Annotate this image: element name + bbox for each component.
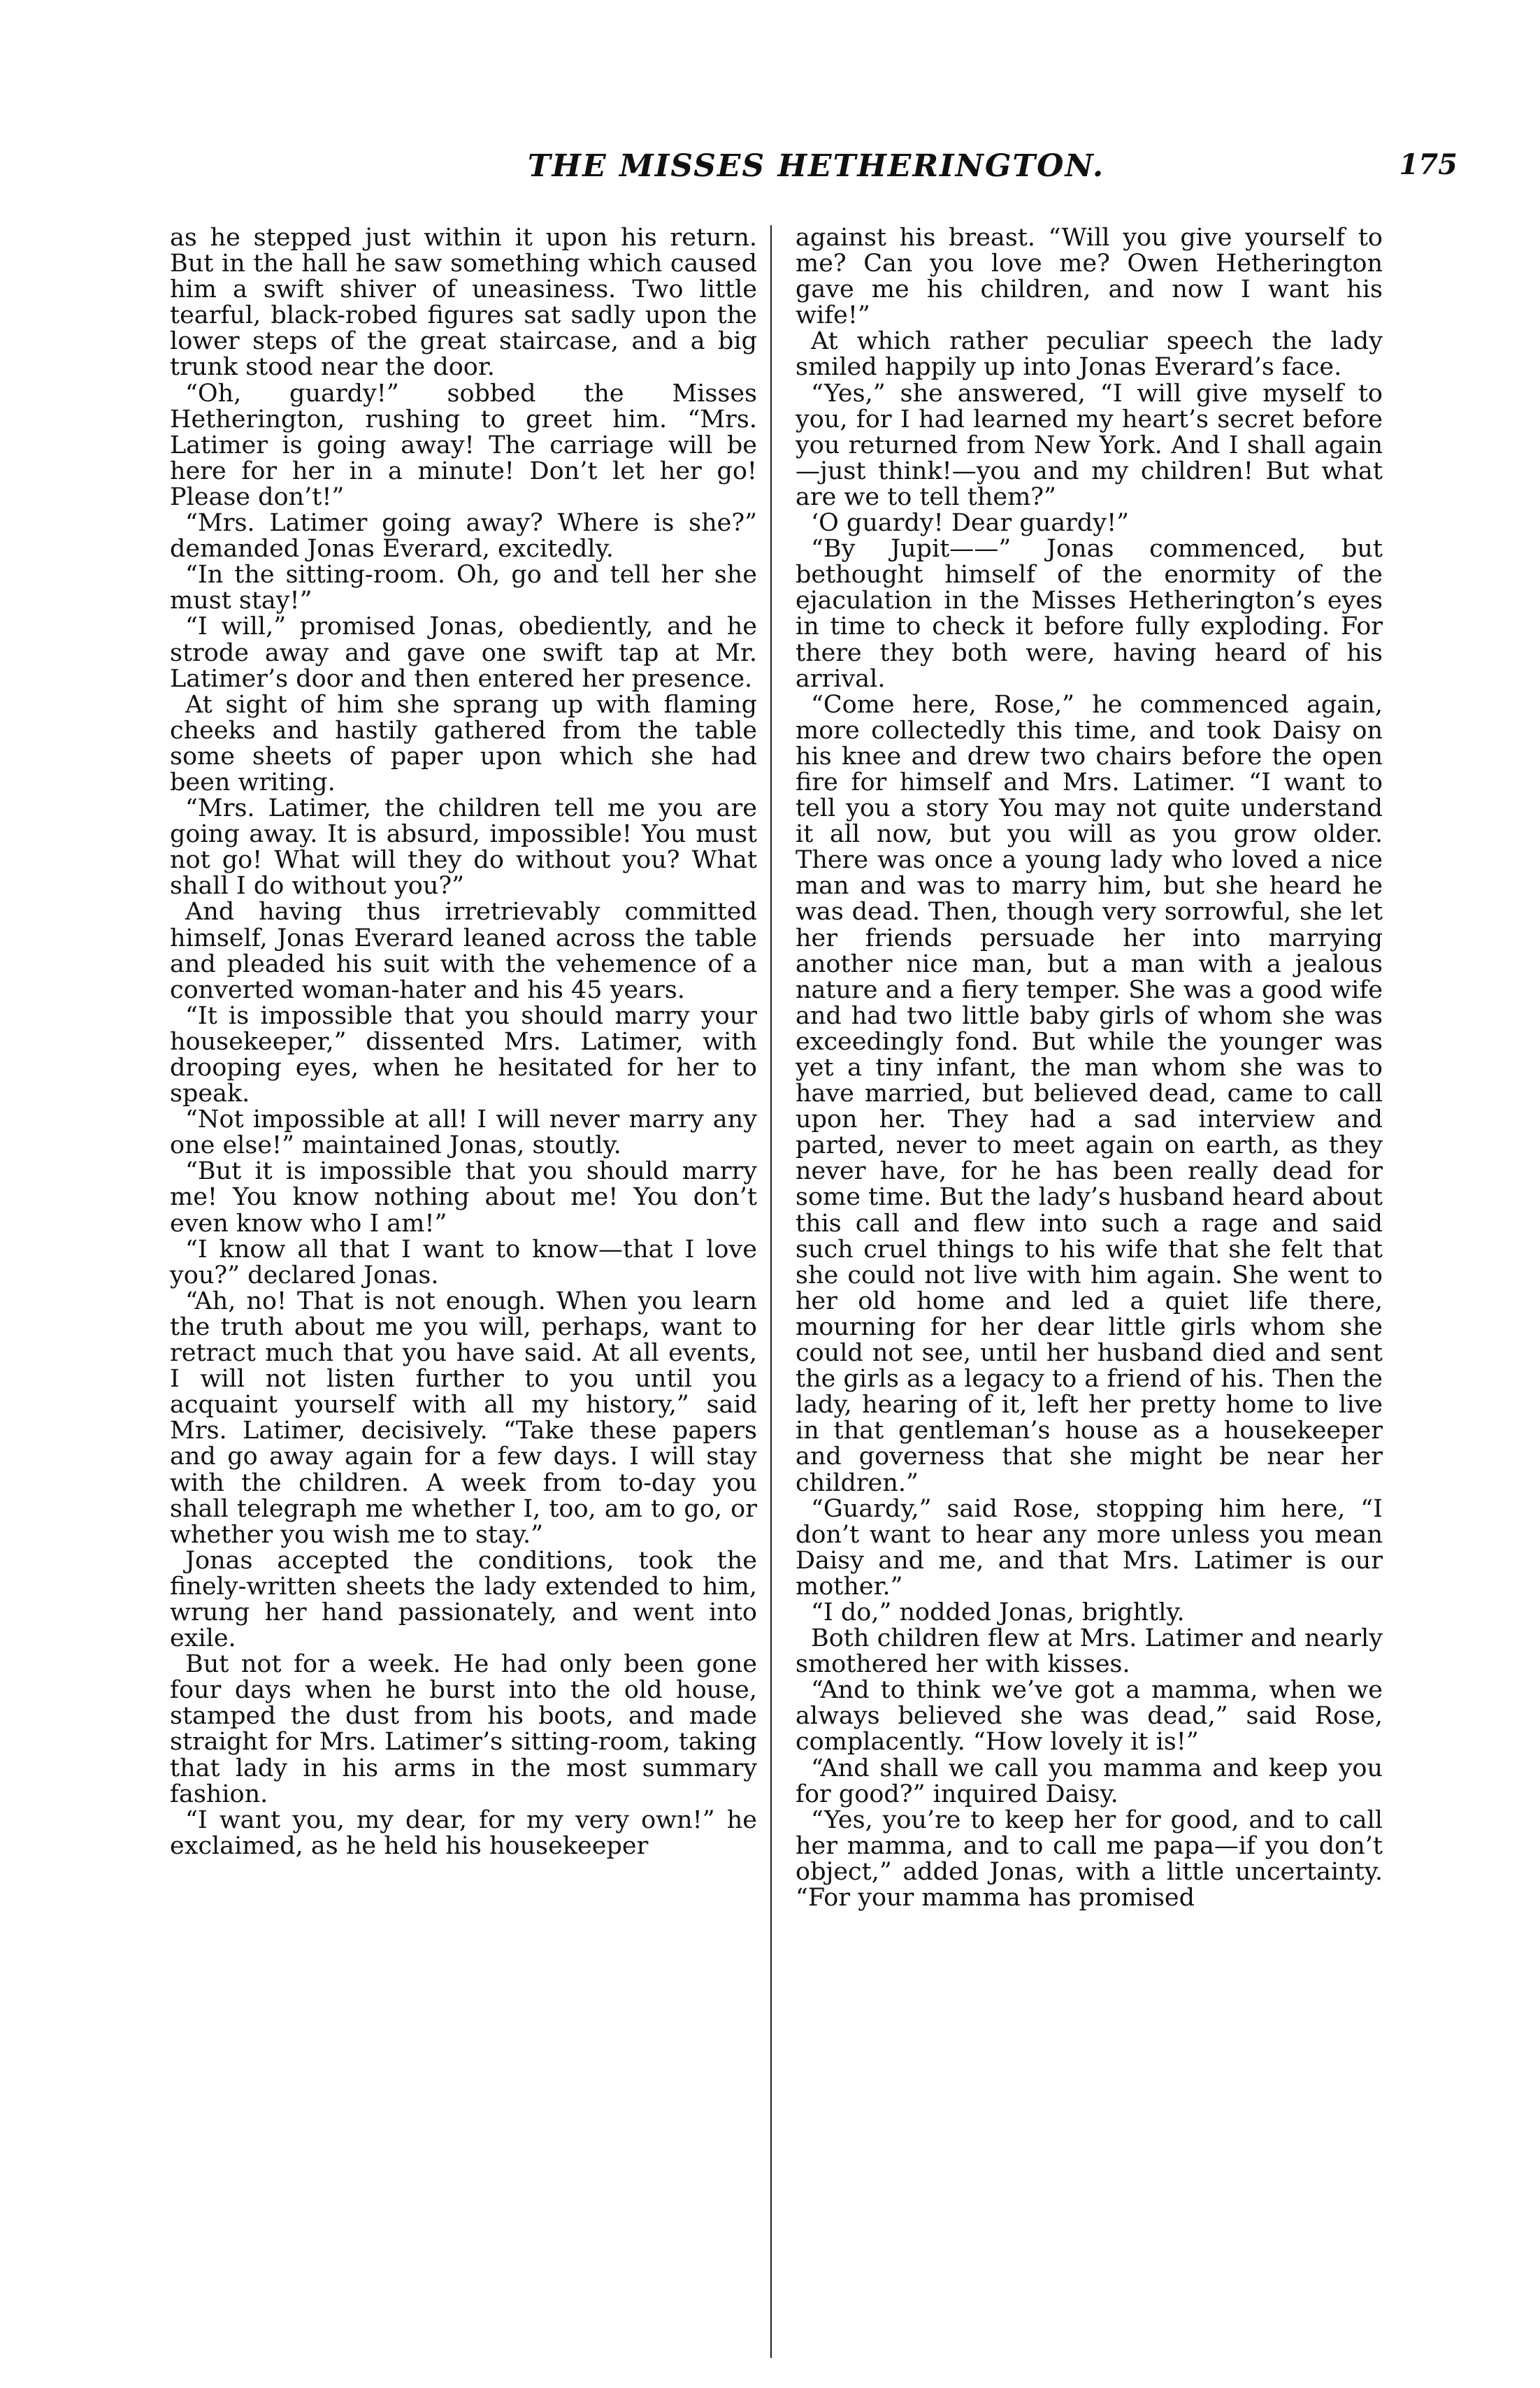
running-title: THE MISSES HETHERINGTON. — [527, 148, 1105, 184]
paragraph: Jonas accepted the conditions, took the finely-written sheets the lady extended to him, wrung her hand passionately, and went into exile. — [170, 1546, 757, 1653]
paragraph: “And shall we call you mamma and keep you for good?” inquired Daisy. — [796, 1754, 1383, 1808]
paragraph: “In the sitting-room. Oh, go and tell her she must stay!” — [170, 561, 757, 615]
paragraph: And having thus irretrievably committed himself, Jonas Everard leaned across the table and pleaded his suit with the vehemence of a converted woman-hater and his 45 years. — [170, 898, 757, 1004]
paragraph: “But it is impossible that you should marry me! You know nothing about me! You don’t even know who I am!” — [170, 1157, 757, 1238]
paragraph: “Come here, Rose,” he commenced again, more collectedly this time, and took Daisy on his knee and drew two chairs before the open fire for himself and Mrs. Latimer. “I want to tell you a story You may not quite understand it all now, but you will as you grow older. There was once a young lady who loved a nice man and was to marry him, but she heard he was dead. Then, though very sorrowful, she let her friends persuade her into marrying another nice man, but a man with a jealous nature and a fiery temper. She was a good wife and had two little baby girls of whom she was exceedingly fond. But while the younger was yet a tiny infant, the man whom she was to have married, but believed dead, came to call upon her. They had a sad interview and parted, never to meet again on earth, as they never have, for he has been really dead for some time. But the lady’s husband heard about this call and flew into such a rage and said such cruel things to his wife that she felt that she could not live with him again. She went to her old home and led a quiet life there, mourning for her dear little girls whom she could not see, until her husband died and sent the girls as a legacy to a friend of his. Then the lady, hearing of it, left her pretty home to live in that gentleman’s house as a housekeeper and governess that she might be near her children.” — [796, 690, 1383, 1497]
paragraph: “Ah, no! That is not enough. When you learn the truth about me you will, perhaps, want to retract much that you have said. At all events, I will not listen further to you until you acquaint yourself with all my history,” said Mrs. Latimer, decisively. “Take these papers and go away again for a few days. I will stay with the children. A week from to-day you shall telegraph me whether I, too, am to go, or whether you wish me to stay.” — [170, 1287, 757, 1549]
paragraph: “I know all that I want to know—that I love you?” declared Jonas. — [170, 1235, 757, 1289]
paragraph: as he stepped just within it upon his return. But in the hall he saw something which caused him a swift shiver of uneasiness. Two little tearful, black-robed figures sat sadly upon the lower steps of the great staircase, and a big trunk stood near the door. — [170, 224, 757, 382]
paragraph: “Guardy,” said Rose, stopping him here, “I don’t want to hear any more unless you mean Daisy and me, and that Mrs. Latimer is our mother.” — [796, 1494, 1383, 1601]
column-divider — [770, 225, 772, 2358]
page-number: 175 — [1399, 148, 1458, 181]
paragraph: “Yes,” she answered, “I will give myself to you, for I had learned my heart’s secret before you returned from New York. And I shall again—just think!—you and my children! But what are we to tell them?” — [796, 379, 1383, 511]
right-column — [796, 225, 1383, 1911]
paragraph: But not for a week. He had only been gone four days when he burst into the old house, stamped the dust from his boots, and made straight for Mrs. Latimer’s sitting-room, taking that lady in his arms in the most summary fashion. — [170, 1650, 757, 1808]
paragraph: “Yes, you’re to keep her for good, and to call her mamma, and to call me papa—if you don’t object,” added Jonas, with a little uncertainty. “For your mamma has promised — [796, 1806, 1383, 1912]
paragraph: “Mrs. Latimer going away? Where is she?” demanded Jonas Everard, excitedly. — [170, 509, 757, 564]
paragraph: “It is impossible that you should marry your housekeeper,” dissented Mrs. Latimer, with drooping eyes, when he hesitated for her to speak. — [170, 1001, 757, 1108]
paragraph: against his breast. “Will you give yourself to me? Can you love me? Owen Hetherington gave me his children, and now I want his wife!” — [796, 224, 1383, 330]
paragraph: Both children flew at Mrs. Latimer and nearly smothered her with kisses. — [796, 1624, 1383, 1679]
paragraph: At which rather peculiar speech the lady smiled happily up into Jonas Everard’s face. — [796, 327, 1383, 382]
paragraph: “I will,” promised Jonas, obediently, and he strode away and gave one swift tap at Mr. Latimer’s door and then entered her presence. — [170, 613, 757, 693]
paragraph: “And to think we’ve got a mamma, when we always believed she was dead,” said Rose, complacently. “How lovely it is!” — [796, 1676, 1383, 1757]
paragraph: “Oh, guardy!” sobbed the Misses Hetherington, rushing to greet him. “Mrs. Latimer is going away! The carriage will be here for her in a minute! Don’t let her go! Please don’t!” — [170, 379, 757, 511]
paragraph: “Not impossible at all! I will never marry any one else!” maintained Jonas, stoutly. — [170, 1106, 757, 1160]
paragraph: “I want you, my dear, for my very own!” he exclaimed, as he held his housekeeper — [170, 1806, 757, 1860]
left-column — [170, 225, 757, 1859]
paragraph: “Mrs. Latimer, the children tell me you are going away. It is absurd, impossible! You must not go! What will they do without you? What shall I do without you?” — [170, 794, 757, 901]
paragraph: At sight of him she sprang up with flaming cheeks and hastily gathered from the table some sheets of paper upon which she had been writing. — [170, 690, 757, 796]
paragraph: “By Jupit——” Jonas commenced, but bethought himself of the enormity of the ejaculation in the Misses Hetherington’s eyes in time to check it before fully exploding. For there they both were, having heard of his arrival. — [796, 535, 1383, 693]
running-header — [175, 148, 1458, 197]
paragraph: “I do,” nodded Jonas, brightly. — [811, 1598, 1185, 1626]
paragraph: ‘O guardy! Dear guardy!” — [811, 509, 1130, 538]
